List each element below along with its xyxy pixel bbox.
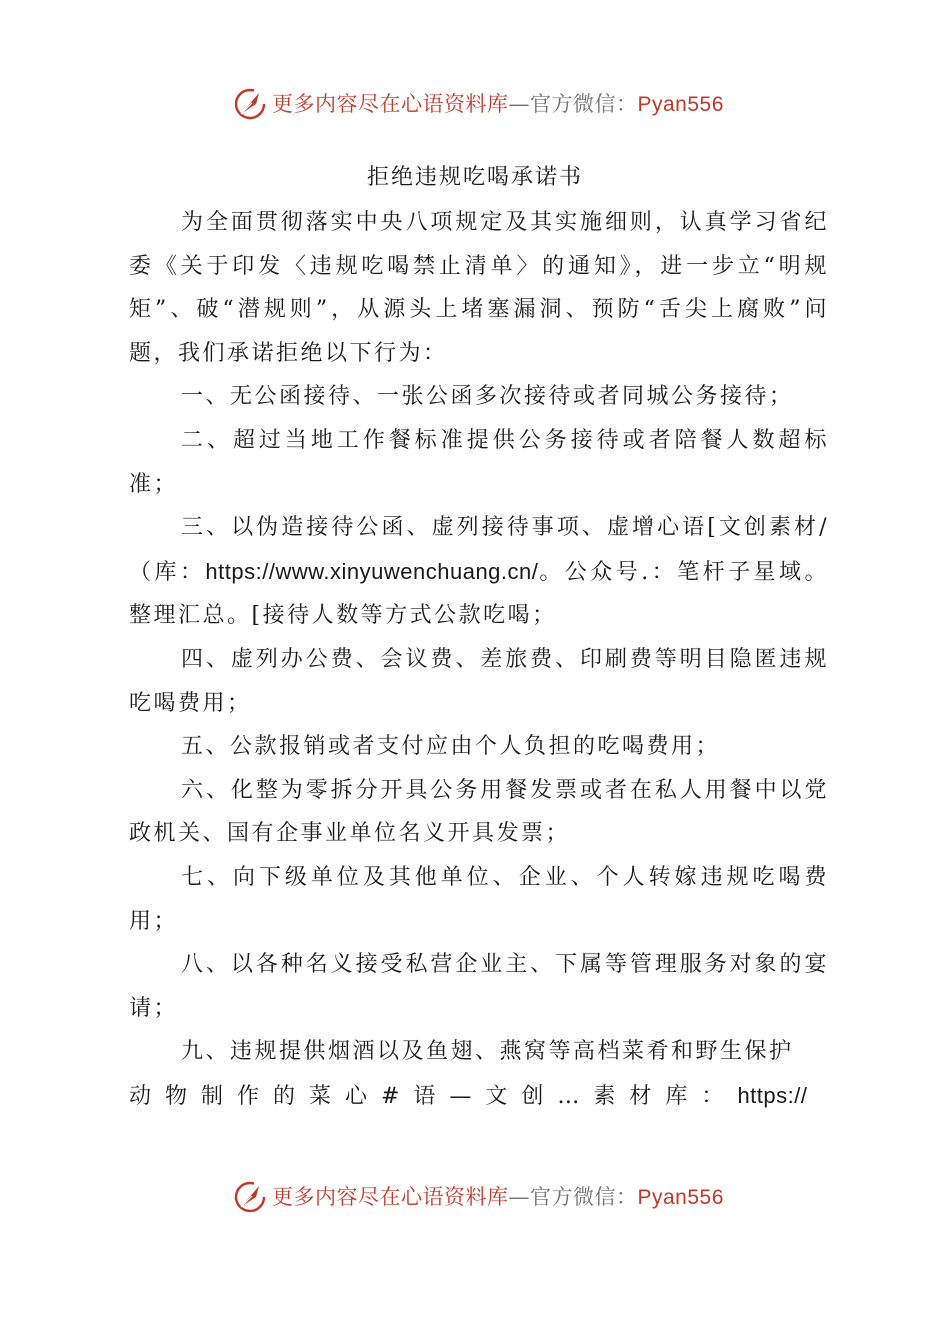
item-2: 二、超过当地工作餐标准提供公务接待或者陪餐人数超标准； xyxy=(129,427,829,497)
item-9-url: https:// xyxy=(737,1082,808,1108)
quill-logo-icon xyxy=(232,1179,268,1215)
watermark-dash: — xyxy=(508,92,530,116)
item-3 xyxy=(129,506,829,638)
document-title: 拒绝违规吃喝承诺书 xyxy=(366,165,583,190)
watermark-text xyxy=(272,90,724,119)
item-5: 五、公款报销或者支付应由个人负担的吃喝费用； xyxy=(181,734,721,760)
footer-watermark xyxy=(0,1175,950,1219)
item-9: 九、违规提供烟酒以及鱼翅、燕窝等高档菜肴和野生保护 xyxy=(181,1039,794,1065)
watermark-dash: — xyxy=(508,1185,530,1209)
intro-paragraph: 为全面贯彻落实中央八项规定及其实施细则，认真学习省纪委《关于印发〈违规吃喝禁止清单〉的通知》，进一步立“明规矩”、破“潜规则”，从源头上堵塞漏洞、预防“舌尖上腐败”问题，我们承诺拒绝以下行为： xyxy=(129,210,829,366)
item-7: 七、向下级单位及其他单位、企业、个人转嫁违规吃喝费用； xyxy=(129,864,829,934)
header-watermark xyxy=(0,82,950,126)
watermark-wechat-id: Pyan556 xyxy=(637,93,724,116)
item-6: 六、化整为零拆分开具公务用餐发票或者在私人用餐中以党政机关、国有企事业单位名义开具发票； xyxy=(129,777,829,847)
watermark-middle: 官方微信： xyxy=(530,1185,638,1209)
watermark-prefix: 更多内容尽在心语资料库 xyxy=(272,1185,509,1209)
item-4: 四、虚列办公费、会议费、差旅费、印刷费等明目隐匿违规吃喝费用； xyxy=(129,646,829,716)
item-3-part-a: 三、以伪造接待公函、虚列接待事项、虚增心语[文创素材/（库： xyxy=(129,515,829,585)
item-8: 八、以各种名义接受私营企业主、下属等管理服务对象的宴请； xyxy=(129,952,829,1021)
watermark-wechat-id: Pyan556 xyxy=(637,1186,724,1209)
quill-logo-icon xyxy=(232,86,268,122)
document-body xyxy=(129,201,829,1118)
item-9-tail: 动物制作的菜心#语—文创…素材库： xyxy=(129,1083,738,1109)
item-1: 一、无公函接待、一张公函多次接待或者同城公务接待； xyxy=(181,384,794,410)
item-9-continued xyxy=(129,1074,829,1119)
item-3-url: https://www.xinyuwenchuang.cn/ xyxy=(205,558,539,584)
watermark-middle: 官方微信： xyxy=(530,92,638,116)
watermark-prefix: 更多内容尽在心语资料库 xyxy=(272,92,509,116)
item-3-part-b: 。公众号.：笔杆子星域。整理汇总。[接待人数等方式公款吃喝； xyxy=(129,559,829,629)
watermark-text xyxy=(272,1183,724,1212)
